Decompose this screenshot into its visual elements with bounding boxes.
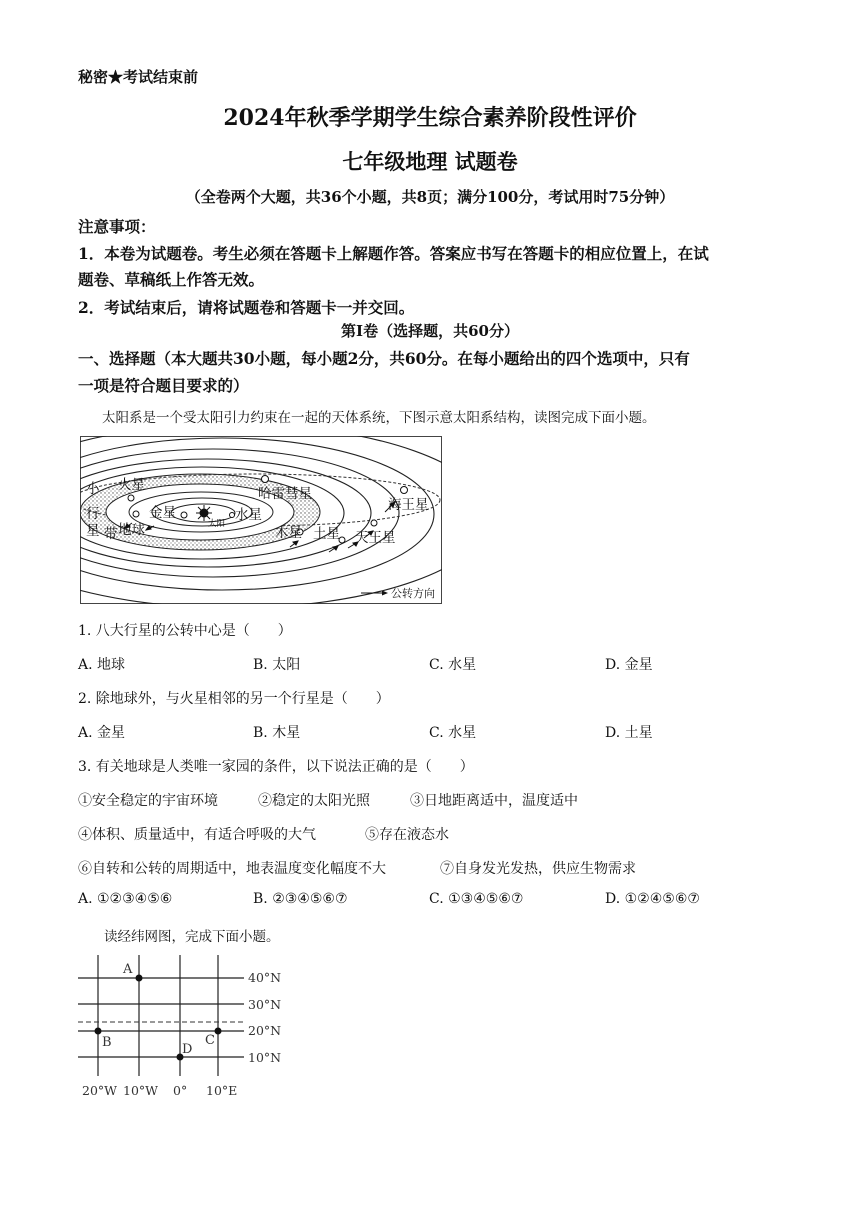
exam-info: （全卷两个大题，共36个小题，共8页；满分100分，考试用时75分钟） [185, 188, 675, 206]
lat-label-10n: 10°N [248, 1050, 282, 1065]
venus-label: 金星 [149, 505, 176, 521]
question-3-stem: 3. 有关地球是人类唯一家园的条件，以下说法正确的是（ ） [78, 759, 474, 775]
mercury-label: 水星 [235, 507, 262, 523]
question-3-option-d: D. ①②④⑤⑥⑦ [605, 891, 700, 907]
point-a-label: A [123, 962, 133, 977]
venus-marker [181, 512, 187, 518]
mars-marker [128, 495, 134, 501]
notice-heading: 注意事项： [78, 217, 156, 236]
question-2-option-c: C. 水星 [429, 725, 477, 741]
question-1-option-c: C. 水星 [429, 657, 477, 673]
uranus-label: 天王星 [355, 530, 396, 546]
question-3-condition-7: ⑦自身发光发热，供应生物需求 [440, 861, 636, 877]
point-c-label: C [205, 1033, 215, 1048]
exam-title: 2024年秋季学期学生综合素养阶段性评价 [223, 105, 637, 131]
asteroid-label-3: 星 [86, 523, 100, 539]
section-heading: 第Ⅰ卷（选择题，共60分） [341, 322, 519, 340]
lon-label-0: 0° [173, 1083, 188, 1098]
question-3-condition-3: ③日地距离适中，温度适中 [410, 793, 578, 809]
grid-intro: 读经纬网图，完成下面小题。 [104, 929, 280, 945]
question-2-option-d: D. 土星 [605, 725, 653, 741]
lat-label-20n: 20°N [248, 1023, 282, 1038]
lon-label-10w: 10°W [123, 1083, 159, 1098]
part-heading-line-1: 一、选择题（本大题共30小题，每小题2分，共60分。在每小题给出的四个选项中，只有 [78, 349, 690, 368]
asteroid-label-2: 行 [86, 506, 100, 522]
neptune-marker [401, 487, 408, 494]
neptune-label: 海王星 [388, 497, 429, 513]
comet-marker [262, 476, 269, 483]
jupiter-label: 木星 [275, 525, 302, 541]
earth-label: 地球 [118, 522, 145, 538]
comet-label: 哈雷彗星 [258, 486, 312, 502]
lon-label-10e: 10°E [206, 1083, 238, 1098]
mercury-marker [230, 513, 235, 518]
question-3-option-b: B. ②③④⑤⑥⑦ [253, 891, 348, 907]
question-3-condition-6: ⑥自转和公转的周期适中，地表温度变化幅度不大 [78, 861, 386, 877]
asteroid-label-4: 带 [104, 526, 118, 542]
question-1-option-d: D. 金星 [605, 657, 653, 673]
uranus-marker [371, 520, 377, 526]
saturn-label: 土星 [313, 526, 340, 542]
question-2-option-b: B. 木星 [253, 725, 301, 741]
mars-label: 火星 [118, 477, 145, 493]
question-3-condition-4: ④体积、质量适中，有适合呼吸的大气 [78, 827, 316, 843]
point-b-label: B [102, 1035, 112, 1050]
question-3-condition-5: ⑤存在液态水 [365, 827, 449, 843]
question-2-stem: 2. 除地球外，与火星相邻的另一个行星是（ ） [78, 691, 390, 707]
notice-item-1-line-2: 题卷、草稿纸上作答无效。 [78, 270, 265, 289]
confidential-mark: 秘密★考试结束前 [78, 68, 199, 86]
lat-label-40n: 40°N [248, 970, 282, 985]
question-3-option-a: A. ①②③④⑤⑥ [78, 891, 173, 907]
sun-label: 太阳 [208, 519, 226, 529]
asteroid-label-1: 小 [86, 481, 100, 497]
question-2-option-a: A. 金星 [78, 725, 126, 741]
legend-label: 公转方向 [391, 587, 435, 600]
earth-marker [133, 511, 139, 517]
solar-system-diagram [80, 436, 442, 604]
question-3-condition-2: ②稳定的太阳光照 [258, 793, 370, 809]
lon-label-20w: 20°W [82, 1083, 118, 1098]
question-3-condition-1: ①安全稳定的宇宙环境 [78, 793, 218, 809]
point-d-label: D [182, 1042, 193, 1057]
point-c [215, 1028, 222, 1035]
question-1-option-a: A. 地球 [78, 657, 126, 673]
notice-item-2: 2．考试结束后，请将试题卷和答题卡一并交回。 [78, 298, 415, 317]
point-a [136, 975, 143, 982]
question-1-option-b: B. 太阳 [253, 657, 301, 673]
lat-label-30n: 30°N [248, 997, 282, 1012]
point-b [95, 1028, 102, 1035]
solar-intro: 太阳系是一个受太阳引力约束在一起的天体系统，下图示意太阳系结构，读图完成下面小题。 [102, 410, 656, 426]
question-1-stem: 1. 八大行星的公转中心是（ ） [78, 623, 292, 639]
subject-title: 七年级地理 试题卷 [342, 149, 518, 174]
part-heading-line-2: 一项是符合题目要求的） [78, 376, 249, 395]
notice-item-1-line-1: 1．本卷为试题卷。考生必须在答题卡上解题作答。答案应书写在答题卡的相应位置上，在试 [78, 244, 709, 263]
question-3-option-c: C. ①③④⑤⑥⑦ [429, 891, 524, 907]
lat-long-grid-diagram [76, 950, 286, 1102]
